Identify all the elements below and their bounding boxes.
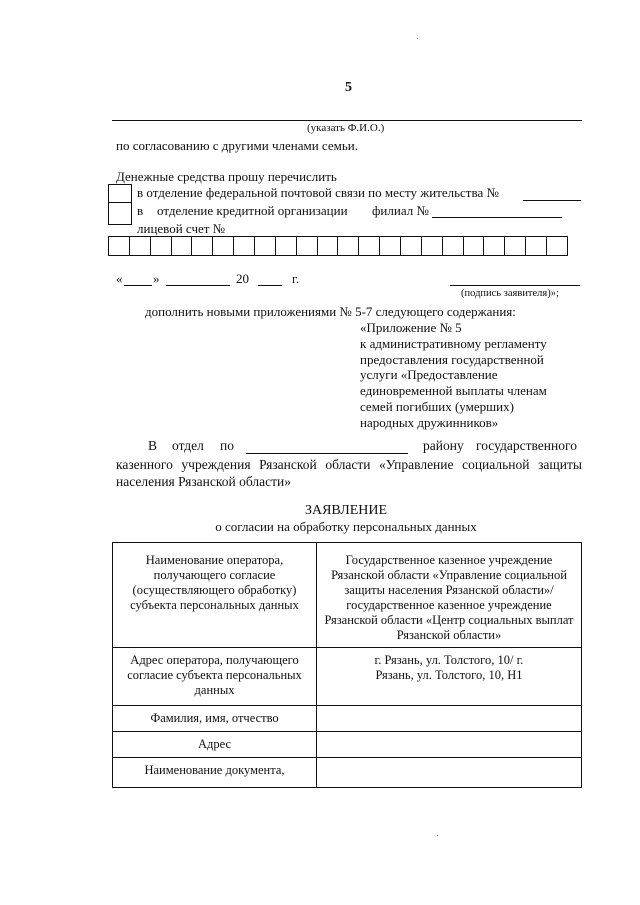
table-cell-label: Наименование документа, (113, 758, 317, 788)
table-row (113, 732, 582, 758)
appendix-line: услуги «Предоставление (360, 367, 498, 383)
signature-line[interactable] (450, 285, 580, 286)
fio-hint: (указать Ф.И.О.) (307, 122, 385, 134)
account-digit-cell[interactable] (526, 237, 547, 255)
option-branch-label: филиал № (372, 203, 429, 218)
date-year-line[interactable] (258, 285, 282, 286)
account-digit-cell[interactable] (318, 237, 339, 255)
table-cell-label: Наименование оператора, получающего согласие (осуществляющего обработку) субъекта персональных данных (113, 543, 317, 648)
statement-title-text: ЗАЯВЛЕНИЕ (304, 503, 388, 518)
account-digit-cell[interactable] (380, 237, 401, 255)
branch-number-line[interactable] (432, 217, 562, 218)
appendix-line: предоставления государственной (360, 351, 544, 367)
appendix-line: «Приложение № 5 (360, 320, 462, 335)
table-cell-value: г. Рязань, ул. Толстого, 10/ г. Рязань, ул. Толстого, 10, Н1 (317, 648, 582, 706)
family-consent-text: по согласованию с другими членами семьи. (116, 138, 358, 153)
table-cell-value: Государственное казенное учреждение Рязанской области «Управление социальной защиты населения Рязанской области»/ государственное казенное учреждение Рязанской области «Центр социальных выплат Рязанской области» (317, 543, 582, 648)
account-digit-cell[interactable] (172, 237, 193, 255)
appendix-line: единовременной выплаты членам (360, 383, 547, 399)
fio-line (112, 120, 582, 121)
checkbox-credit-org[interactable] (108, 202, 132, 225)
date-close-quote: » (153, 271, 160, 286)
supplement-intro: дополнить новыми приложениями № 5-7 следующего содержания: (145, 304, 516, 319)
account-digit-cell[interactable] (484, 237, 505, 255)
table-cell-value[interactable] (317, 706, 582, 732)
account-digit-cell[interactable] (234, 237, 255, 255)
date-month-line[interactable] (166, 285, 230, 286)
account-digit-cell[interactable] (464, 237, 485, 255)
date-year-suffix: г. (292, 271, 300, 286)
account-digit-cell[interactable] (422, 237, 443, 255)
option-credit-org-label: отделение кредитной организации (157, 203, 348, 218)
scan-speck (437, 835, 438, 836)
appendix-header (360, 320, 547, 431)
account-digit-cell[interactable] (192, 237, 213, 255)
district-blank-line[interactable] (246, 453, 408, 454)
option-credit-prefix: в (137, 203, 144, 218)
address-line-2: казенного учреждения Рязанской области «Управление социальной защиты (116, 457, 582, 472)
account-digit-cell[interactable] (547, 237, 567, 255)
table-cell-label: Фамилия, имя, отчество (113, 706, 317, 732)
account-label: лицевой счет № (137, 221, 226, 236)
table-row (113, 648, 582, 706)
scan-speck (417, 38, 418, 39)
account-digit-cell[interactable] (276, 237, 297, 255)
table-cell-label: Адрес оператора, получающего согласие субъекта персональных данных (113, 648, 317, 706)
table-cell-value[interactable] (317, 732, 582, 758)
appendix-line: семей погибших (умерших) (360, 398, 514, 414)
account-digit-cell[interactable] (130, 237, 151, 255)
account-digit-cell[interactable] (109, 237, 130, 255)
address-word: В (148, 438, 158, 453)
date-year-prefix: 20 (236, 271, 249, 286)
account-digit-cell[interactable] (359, 237, 380, 255)
option-post-office-label: в отделение федеральной почтовой связи по месту жительства № (137, 185, 499, 200)
table-cell-value[interactable] (317, 758, 582, 788)
table-cell-label: Адрес (113, 732, 317, 758)
date-open-quote: « (116, 271, 123, 286)
address-line-3: населения Рязанской области» (116, 474, 291, 489)
table-row (113, 758, 582, 788)
account-number-grid[interactable] (108, 236, 568, 256)
transfer-request-text: Денежные средства прошу перечислить (116, 169, 337, 184)
account-digit-cell[interactable] (297, 237, 318, 255)
statement-subtitle (0, 519, 640, 535)
appendix-line: к административному регламенту (360, 335, 547, 351)
account-digit-cell[interactable] (443, 237, 464, 255)
consent-table (112, 542, 582, 788)
address-word: отдел (172, 438, 204, 453)
address-word: району (423, 438, 464, 453)
page-number: 5 (345, 80, 352, 95)
address-word: государственного (476, 438, 577, 453)
appendix-line: народных дружинников» (360, 414, 499, 430)
account-digit-cell[interactable] (151, 237, 172, 255)
statement-title (0, 503, 640, 519)
table-row (113, 543, 582, 648)
signature-hint: (подпись заявителя)»; (461, 288, 559, 299)
address-word: по (220, 438, 234, 453)
table-row (113, 706, 582, 732)
account-digit-cell[interactable] (255, 237, 276, 255)
account-digit-cell[interactable] (401, 237, 422, 255)
post-office-number-line[interactable] (523, 200, 581, 201)
statement-subtitle-text: о согласии на обработку персональных данных (215, 519, 477, 534)
account-digit-cell[interactable] (213, 237, 234, 255)
account-digit-cell[interactable] (338, 237, 359, 255)
account-digit-cell[interactable] (505, 237, 526, 255)
date-day-line[interactable] (124, 285, 152, 286)
